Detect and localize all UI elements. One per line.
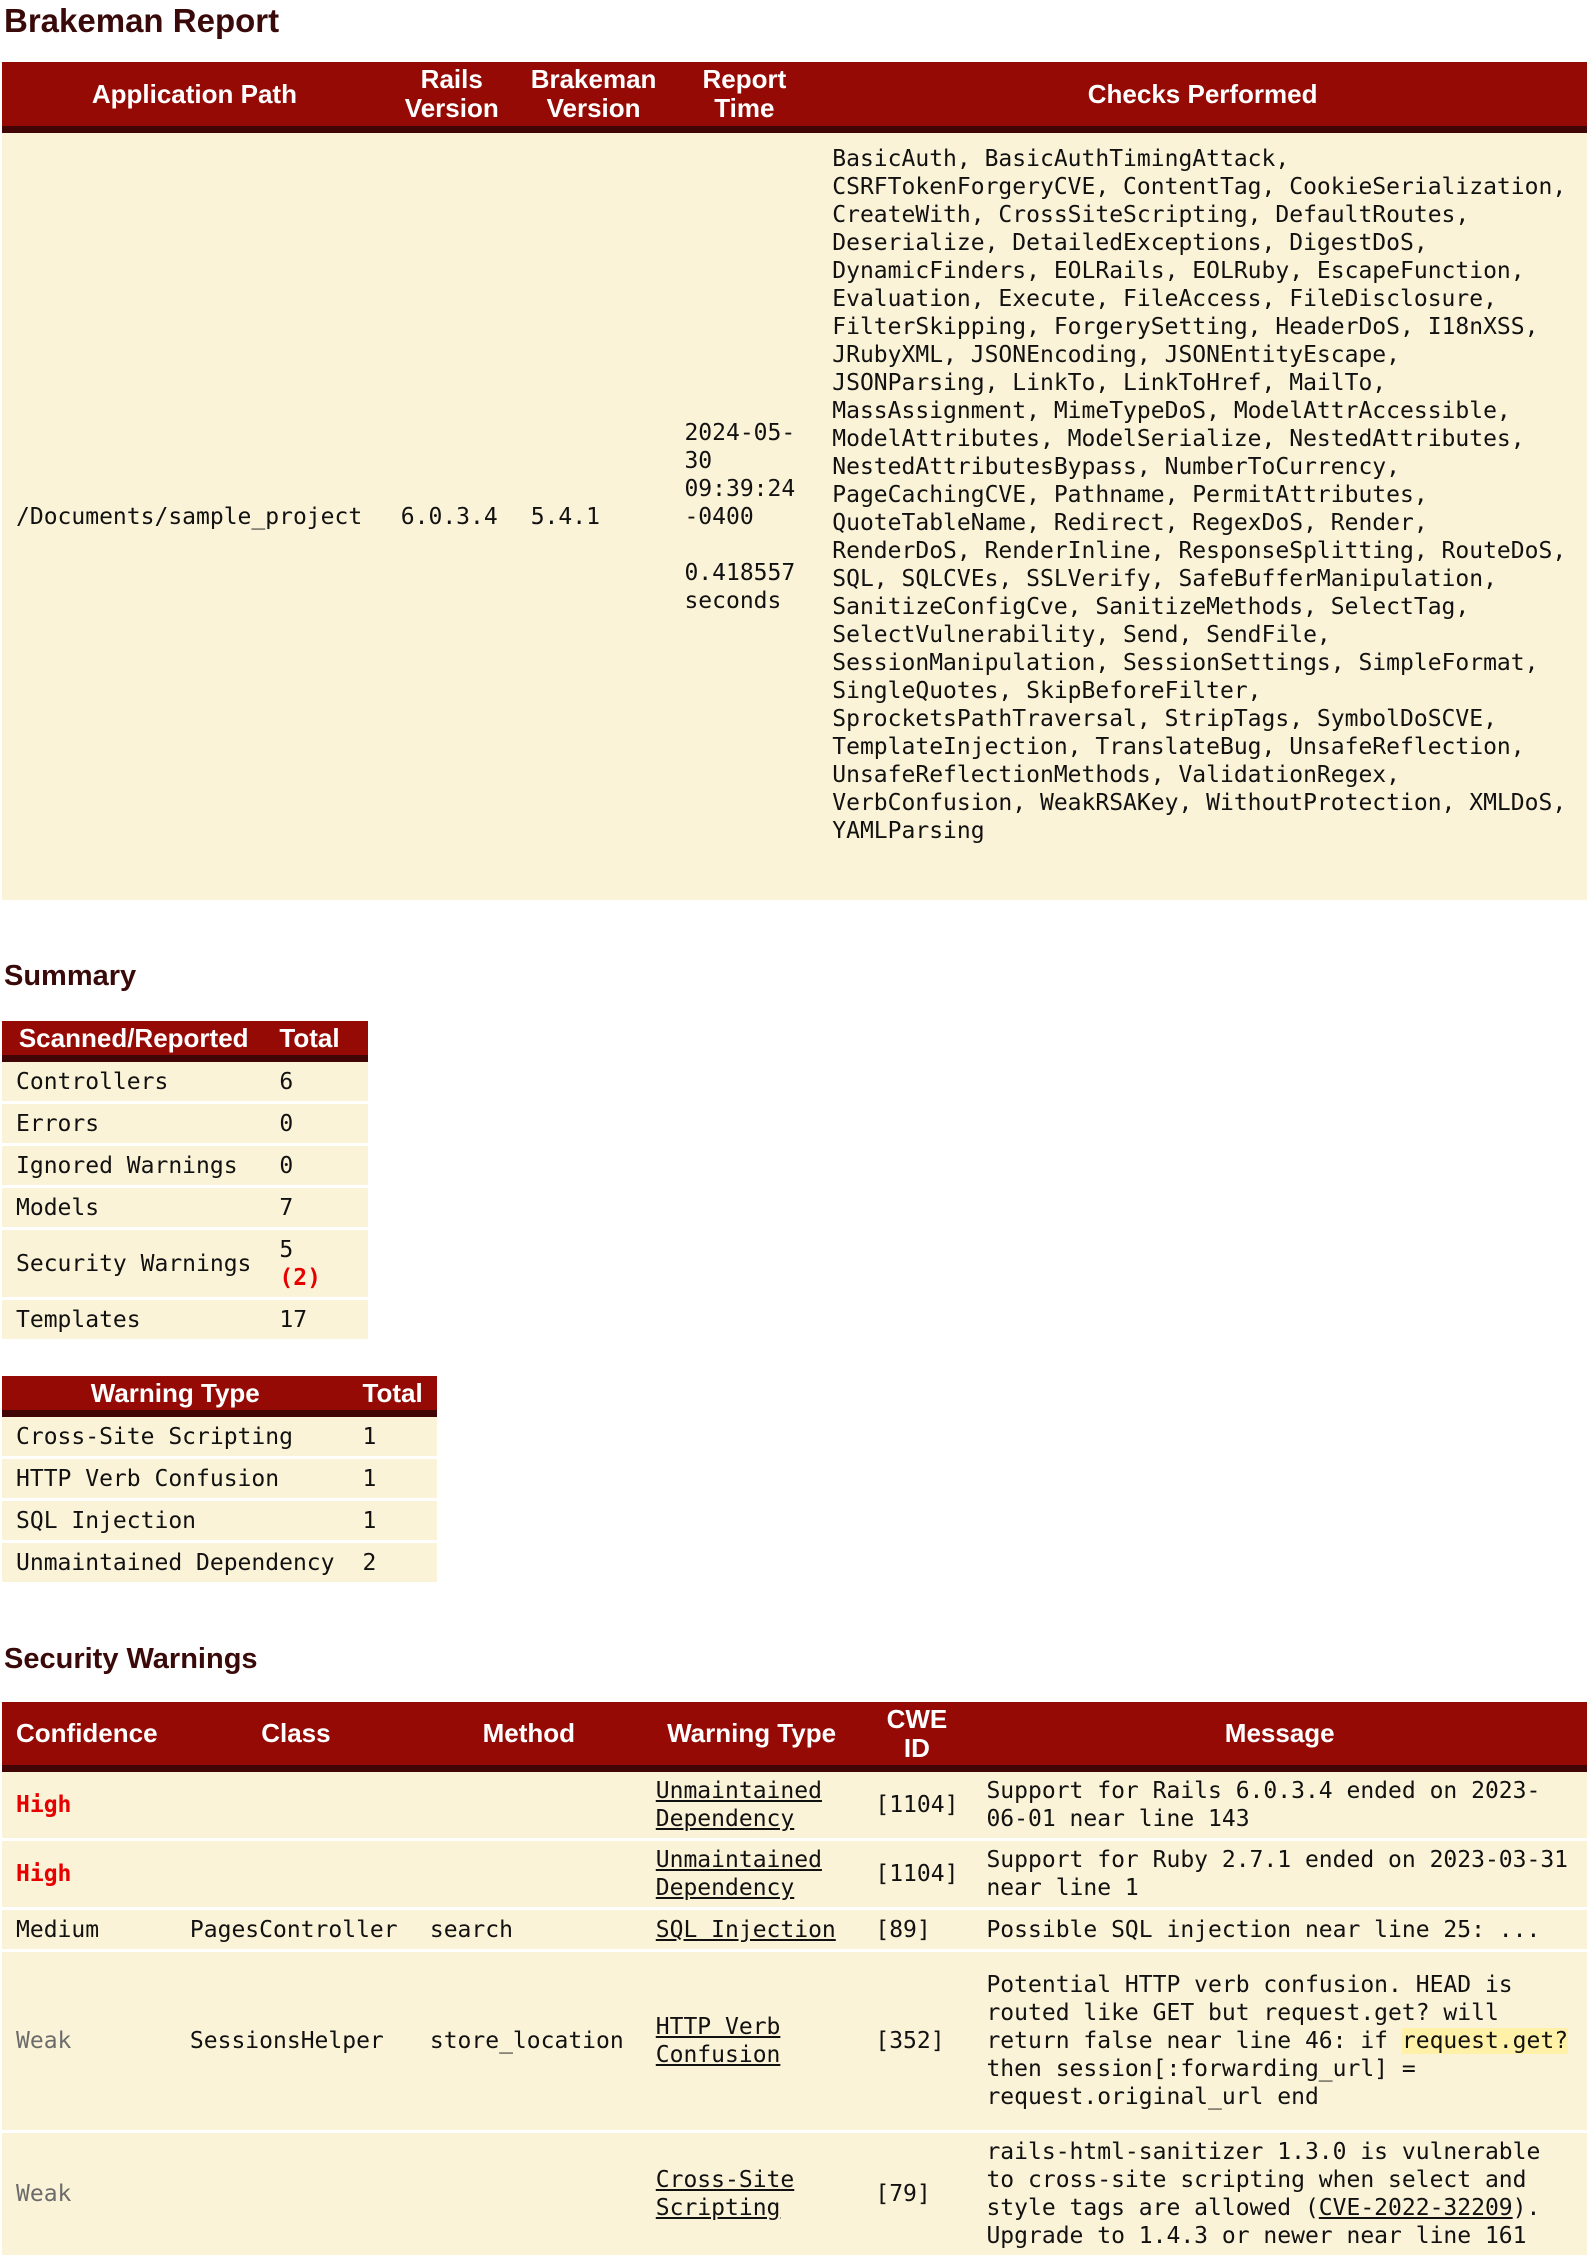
header-confidence: Confidence <box>2 1702 176 1772</box>
warning-type-total: 1 <box>349 1501 437 1543</box>
warning-type-label: Unmaintained Dependency <box>2 1543 349 1585</box>
warning-type-link[interactable]: HTTP Verb Confusion <box>655 2014 781 2068</box>
warning-method <box>416 2133 642 2258</box>
code-highlight: request.get? <box>1401 2028 1569 2054</box>
warning-row <box>2 1910 1587 1952</box>
header-cwe-id: CWE ID <box>861 1702 972 1772</box>
warning-row <box>2 1841 1587 1910</box>
confidence-high: High <box>2 1841 176 1910</box>
warning-type-total: 1 <box>349 1417 437 1459</box>
warning-method <box>416 1772 642 1841</box>
warning-class: SessionsHelper <box>176 1952 416 2133</box>
warning-type-link[interactable]: Unmaintained Dependency <box>655 1778 822 1832</box>
warning-type-link[interactable]: SQL Injection <box>655 1916 836 1943</box>
summary-heading: Summary <box>4 960 137 992</box>
warning-type-label: HTTP Verb Confusion <box>2 1459 349 1501</box>
warning-type-label: Cross-Site Scripting <box>2 1417 349 1459</box>
summary-total: 6 <box>265 1062 367 1104</box>
warning-type-cell <box>642 1841 862 1910</box>
warning-type-row <box>2 1417 437 1459</box>
warning-type-link[interactable]: Unmaintained Dependency <box>655 1847 822 1901</box>
scan-duration: 0.418557 seconds <box>684 559 796 614</box>
header-method: Method <box>416 1702 642 1772</box>
security-warnings-table <box>2 1702 1587 2258</box>
summary-total: 5 <box>279 1236 294 1263</box>
warning-message-cell <box>972 2133 1587 2258</box>
warning-type-table <box>2 1376 437 1585</box>
brakeman-version: 5.4.1 <box>517 133 671 903</box>
report-time-cell <box>670 133 818 903</box>
summary-table <box>2 1021 368 1342</box>
summary-label: Ignored Warnings <box>2 1146 265 1188</box>
confidence-weak: Weak <box>2 1952 176 2133</box>
warning-method: store_location <box>416 1952 642 2133</box>
new-warnings-count: (2) <box>279 1264 321 1291</box>
warning-type-row <box>2 1459 437 1501</box>
cwe-id: [1104] <box>861 1841 972 1910</box>
summary-row-security-warnings <box>2 1230 368 1300</box>
summary-total: 17 <box>265 1300 367 1342</box>
warning-message: Support for Rails 6.0.3.4 ended on 2023-06-01 near line 143 <box>972 1772 1587 1841</box>
header-warning-type: Warning Type <box>642 1702 862 1772</box>
warning-message-cell <box>972 1952 1587 2133</box>
summary-label: Controllers <box>2 1062 265 1104</box>
checks-performed: BasicAuth, BasicAuthTimingAttack, CSRFTokenForgeryCVE, ContentTag, CookieSerialization, CreateWith, CrossSiteScripting, DefaultRoutes, Deserialize, DetailedExceptions, DigestDoS, DynamicFinders, EOLRails, EOLRuby, EscapeFunction, Evaluation, Execute, FileAccess, FileDisclosure, FilterSkipping, ForgerySetting, HeaderDoS, I18nXSS, JRubyXML, JSONEncoding, JSONEntityEscape, JSONParsing, LinkTo, LinkToHref, MailTo, MassAssignment, MimeTypeDoS, ModelAttrAccessible, ModelAttributes, ModelSerialize, NestedAttributes, NestedAttributesBypass, NumberToCurrency, PageCachingCVE, Pathname, PermitAttributes, QuoteTableName, Redirect, RegexDoS, Render, RenderDoS, RenderInline, ResponseSplitting, RouteDoS, SQL, SQLCVEs, SSLVerify, SafeBufferManipulation, SanitizeConfigCve, SanitizeMethods, SelectTag, SelectVulnerability, Send, SendFile, SessionManipulation, SessionSettings, SimpleFormat, SingleQuotes, SkipBeforeFilter, SprocketsPathTraversal, StripTags, SymbolDoSCVE, TemplateInjection, TranslateBug, UnsafeReflection, UnsafeReflectionMethods, ValidationRegex, VerbConfusion, WeakRSAKey, WithoutProtection, XMLDoS, YAMLParsing <box>818 133 1587 903</box>
warning-type-link[interactable]: Cross-Site Scripting <box>655 2167 795 2221</box>
warning-message: Potential HTTP verb confusion. HEAD is routed like GET but request.get? will return false near line 46: if <box>986 1972 1513 2054</box>
cve-link[interactable]: CVE-2022-32209 <box>1318 2195 1513 2221</box>
application-path: /Documents/sample_project <box>2 133 387 903</box>
warning-row <box>2 1772 1587 1841</box>
security-warnings-heading: Security Warnings <box>4 1643 258 1675</box>
warning-message: rails-html-sanitizer 1.3.0 is vulnerable to cross-site scripting when select and style tags are allowed ( <box>986 2139 1541 2221</box>
header-warning-type: Warning Type <box>2 1376 349 1417</box>
overview-table <box>2 62 1587 903</box>
summary-label: Templates <box>2 1300 265 1342</box>
summary-total: 7 <box>265 1188 367 1230</box>
warning-message-rest: then session[:forwarding_url] = request.original_url end <box>986 2056 1416 2110</box>
warning-class <box>176 1772 416 1841</box>
warning-type-row <box>2 1501 437 1543</box>
report-time: 2024-05-30 09:39:24 -0400 <box>684 419 796 530</box>
cwe-id: [89] <box>861 1910 972 1952</box>
warning-type-total: 1 <box>349 1459 437 1501</box>
warning-type-label: SQL Injection <box>2 1501 349 1543</box>
warning-message-rest: ). Upgrade to 1.4.3 or newer near line 161 <box>986 2195 1541 2249</box>
warning-type-cell <box>642 1772 862 1841</box>
page-title: Brakeman Report <box>4 2 280 39</box>
header-rails-version: Rails Version <box>387 62 517 133</box>
warning-type-row <box>2 1543 437 1585</box>
warning-row <box>2 1952 1587 2133</box>
warning-message: Support for Ruby 2.7.1 ended on 2023-03-31 near line 1 <box>972 1841 1587 1910</box>
summary-row-errors <box>2 1104 368 1146</box>
summary-total-cell <box>265 1230 367 1300</box>
header-message: Message <box>972 1702 1587 1772</box>
summary-row-models <box>2 1188 368 1230</box>
warning-type-cell <box>642 1952 862 2133</box>
summary-row-controllers <box>2 1062 368 1104</box>
summary-row-ignored-warnings <box>2 1146 368 1188</box>
summary-row-templates <box>2 1300 368 1342</box>
warning-class <box>176 1841 416 1910</box>
confidence-weak: Weak <box>2 2133 176 2258</box>
header-brakeman-version: Brakeman Version <box>517 62 671 133</box>
warning-method <box>416 1841 642 1910</box>
header-checks-performed: Checks Performed <box>818 62 1587 133</box>
header-report-time: Report Time <box>670 62 818 133</box>
warning-type-cell <box>642 1910 862 1952</box>
summary-label: Security Warnings <box>2 1230 265 1300</box>
header-application-path: Application Path <box>2 62 387 133</box>
summary-total: 0 <box>265 1104 367 1146</box>
summary-label: Errors <box>2 1104 265 1146</box>
warning-method: search <box>416 1910 642 1952</box>
header-scanned-reported: Scanned/Reported <box>2 1021 265 1062</box>
header-total: Total <box>349 1376 437 1417</box>
header-class: Class <box>176 1702 416 1772</box>
cwe-id: [79] <box>861 2133 972 2258</box>
confidence-high: High <box>2 1772 176 1841</box>
cwe-id: [352] <box>861 1952 972 2133</box>
summary-total: 0 <box>265 1146 367 1188</box>
warning-type-cell <box>642 2133 862 2258</box>
rails-version: 6.0.3.4 <box>387 133 517 903</box>
warning-message: Possible SQL injection near line 25: ... <box>972 1910 1587 1952</box>
warning-row <box>2 2133 1587 2258</box>
header-total: Total <box>265 1021 367 1062</box>
summary-label: Models <box>2 1188 265 1230</box>
warning-type-total: 2 <box>349 1543 437 1585</box>
cwe-id: [1104] <box>861 1772 972 1841</box>
confidence-medium: Medium <box>2 1910 176 1952</box>
warning-class <box>176 2133 416 2258</box>
warning-class: PagesController <box>176 1910 416 1952</box>
